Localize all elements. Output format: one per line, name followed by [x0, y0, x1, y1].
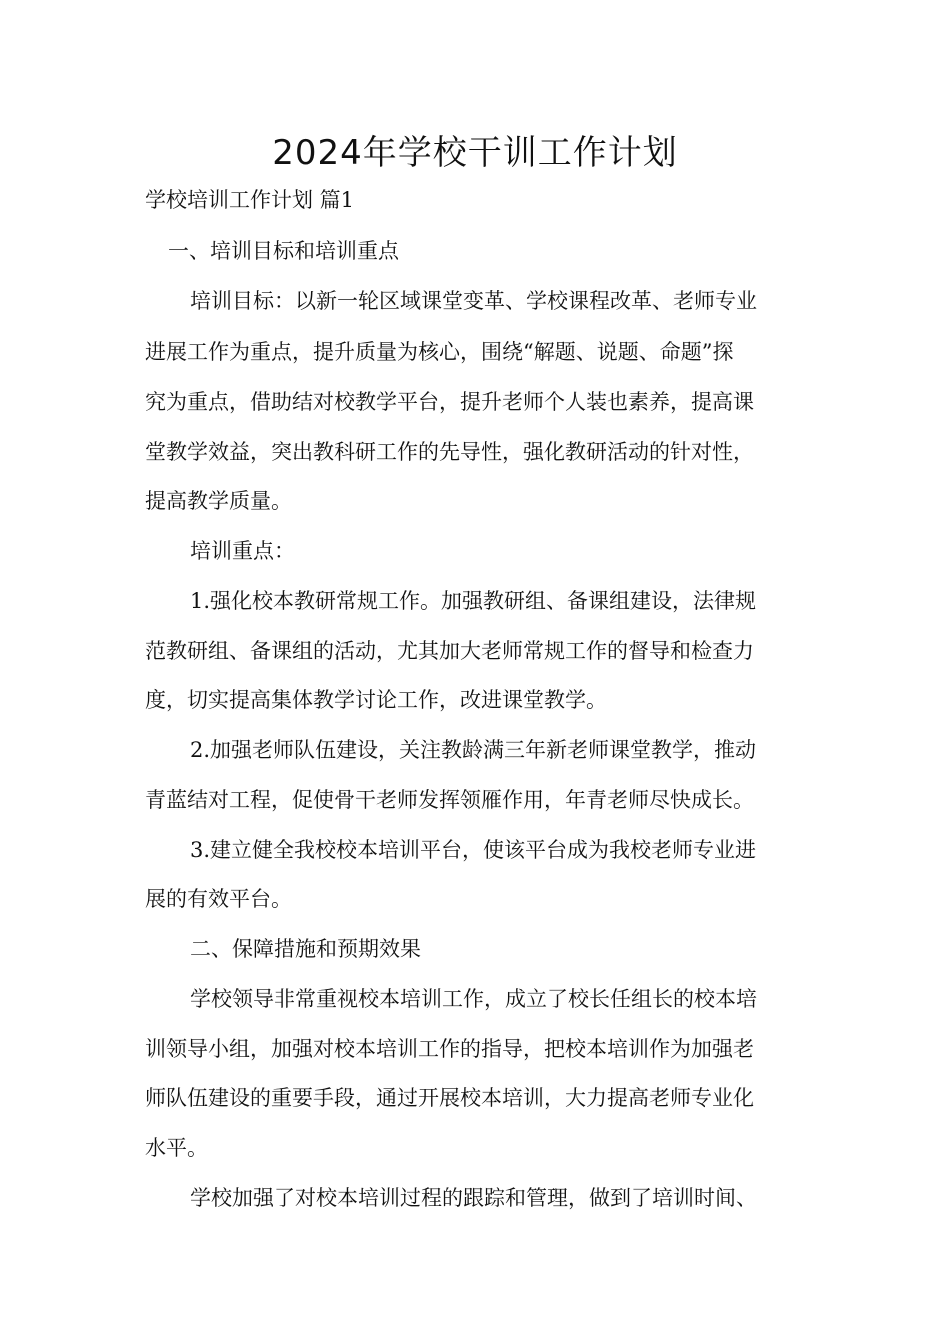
paragraph-line: 1.强化校本教研常规工作。加强教研组、备课组建设，法律规	[190, 589, 757, 613]
section-heading-2: 二、保障措施和预期效果	[190, 937, 421, 961]
paragraph-line: 学校加强了对校本培训过程的跟踪和管理，做到了培训时间、	[190, 1186, 757, 1210]
section-heading-1: 一、培训目标和培训重点	[168, 239, 399, 263]
paragraph-line: 提高教学质量。	[145, 489, 292, 513]
paragraph-line: 学校领导非常重视校本培训工作，成立了校长任组长的校本培	[190, 987, 757, 1011]
document-subtitle: 学校培训工作计划 篇1	[145, 188, 355, 212]
paragraph-line: 究为重点，借助结对校教学平台，提升老师个人装也素养，提高课	[145, 390, 754, 414]
paragraph-line: 度，切实提高集体教学讨论工作，改进课堂教学。	[145, 688, 607, 712]
paragraph-line: 堂教学效益，突出教科研工作的先导性，强化教研活动的针对性，	[145, 440, 754, 464]
paragraph-line: 范教研组、备课组的活动，尤其加大老师常规工作的督导和检查力	[145, 639, 754, 663]
paragraph-line: 进展工作为重点，提升质量为核心，围绕“解题、说题、命题”探	[145, 340, 734, 364]
paragraph-line: 培训目标：以新一轮区域课堂变革、学校课程改革、老师专业	[190, 289, 757, 313]
document-title: 2024年学校干训工作计划	[272, 133, 678, 173]
paragraph-line: 师队伍建设的重要手段，通过开展校本培训，大力提高老师专业化	[145, 1086, 754, 1110]
paragraph-line: 训领导小组，加强对校本培训工作的指导，把校本培训作为加强老	[145, 1037, 754, 1061]
paragraph-line: 展的有效平台。	[145, 887, 292, 911]
paragraph-line: 培训重点：	[190, 539, 295, 563]
paragraph-line: 3.建立健全我校校本培训平台，使该平台成为我校老师专业进	[190, 838, 757, 862]
paragraph-line: 水平。	[145, 1136, 208, 1160]
paragraph-line: 青蓝结对工程，促使骨干老师发挥领雁作用，年青老师尽快成长。	[145, 788, 754, 812]
paragraph-line: 2.加强老师队伍建设，关注教龄满三年新老师课堂教学，推动	[190, 738, 757, 762]
